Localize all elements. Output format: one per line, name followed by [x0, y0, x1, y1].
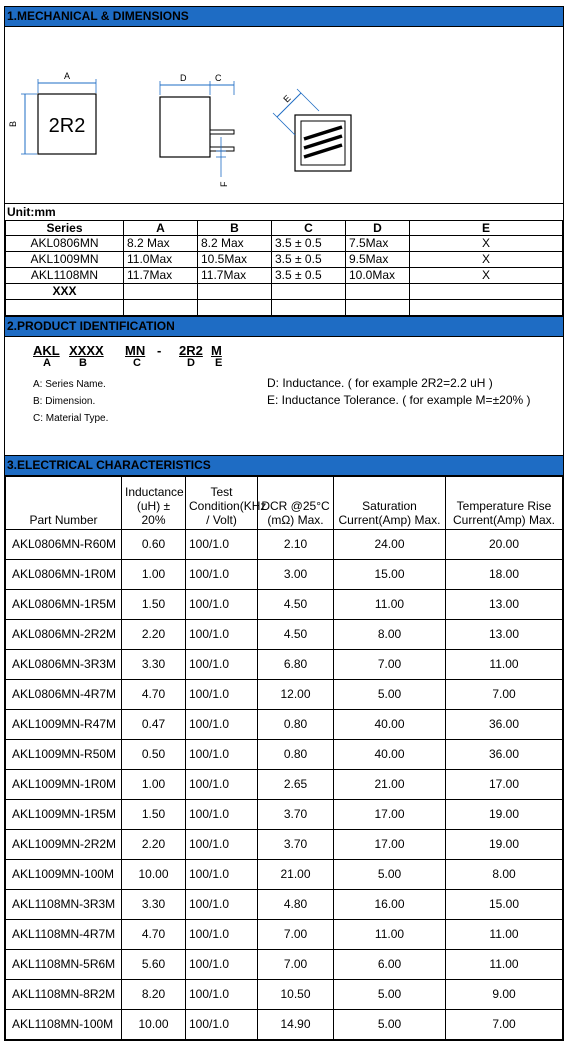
cell: AKL0806MN-1R0M — [6, 560, 122, 590]
cell: 3.5 ± 0.5 — [272, 252, 346, 268]
electrical-rows — [6, 530, 563, 1040]
cell: 100/1.0 — [186, 680, 258, 710]
cell: 13.00 — [446, 590, 563, 620]
table-row — [6, 300, 563, 316]
cell: 5.00 — [334, 680, 446, 710]
cell: 17.00 — [446, 770, 563, 800]
col-dcr: DCR @25°C (mΩ) Max. — [258, 477, 334, 530]
cell: 8.00 — [334, 620, 446, 650]
code-letters — [43, 357, 233, 369]
table-row — [6, 980, 563, 1010]
cell: 8.00 — [446, 860, 563, 890]
col-d: D — [346, 221, 410, 236]
cell: 11.7Max — [198, 268, 272, 284]
part-code — [33, 343, 229, 358]
label-b: B — [8, 120, 18, 127]
cell: 5.60 — [122, 950, 186, 980]
cell: 11.00 — [446, 950, 563, 980]
cell: 3.5 ± 0.5 — [272, 268, 346, 284]
table-row — [6, 950, 563, 980]
col-saturation-current: Saturation Current(Amp) Max. — [334, 477, 446, 530]
cell: 0.80 — [258, 710, 334, 740]
code-letter: E — [215, 357, 223, 369]
cell: 12.00 — [258, 680, 334, 710]
cell: 2.65 — [258, 770, 334, 800]
cell: X — [410, 236, 563, 252]
cell: 19.00 — [446, 800, 563, 830]
cell: 2.10 — [258, 530, 334, 560]
cell: 10.0Max — [346, 268, 410, 284]
col-c: C — [272, 221, 346, 236]
cell: XXX — [6, 284, 124, 300]
cell: 100/1.0 — [186, 770, 258, 800]
cell — [272, 300, 346, 316]
code-part: 2R2 — [179, 343, 203, 358]
note-tolerance: E: Inductance Tolerance. ( for example M=±20% ) — [267, 393, 531, 407]
cell — [124, 284, 198, 300]
table-row — [6, 740, 563, 770]
cell: 10.00 — [122, 1010, 186, 1040]
cell — [124, 300, 198, 316]
dimensions-table — [5, 220, 563, 316]
cell: 100/1.0 — [186, 530, 258, 560]
cell: 20.00 — [446, 530, 563, 560]
cell: 0.80 — [258, 740, 334, 770]
col-inductance: Inductance (uH) ± 20% — [122, 477, 186, 530]
cell: 11.7Max — [124, 268, 198, 284]
cell: AKL1108MN-4R7M — [6, 920, 122, 950]
col-test-condition: Test Condition(KHz / Volt) — [186, 477, 258, 530]
cell: AKL1009MN-2R2M — [6, 830, 122, 860]
part-code-block — [5, 337, 563, 455]
unit-label: Unit:mm — [5, 203, 563, 220]
table-row — [6, 680, 563, 710]
cell: 24.00 — [334, 530, 446, 560]
cell: 16.00 — [334, 890, 446, 920]
cell: 4.50 — [258, 620, 334, 650]
col-temp-rise-current: Temperature Rise Current(Amp) Max. — [446, 477, 563, 530]
cell: 5.00 — [334, 980, 446, 1010]
cell: 1.00 — [122, 770, 186, 800]
cell — [6, 300, 124, 316]
cell: 36.00 — [446, 740, 563, 770]
cell: 8.20 — [122, 980, 186, 1010]
terminal-top — [210, 130, 234, 134]
cell: 10.5Max — [198, 252, 272, 268]
cell: 100/1.0 — [186, 800, 258, 830]
code-part: AKL — [33, 343, 60, 358]
cell: 1.50 — [122, 590, 186, 620]
cell: 4.70 — [122, 680, 186, 710]
cell: 100/1.0 — [186, 740, 258, 770]
cell: 100/1.0 — [186, 590, 258, 620]
code-letter: A — [43, 357, 51, 369]
note-material-type: C: Material Type. — [33, 413, 109, 424]
code-part: MN — [125, 343, 146, 358]
cell: 3.30 — [122, 890, 186, 920]
electrical-title: 3.ELECTRICAL CHARACTERISTICS — [5, 456, 563, 476]
cell: X — [410, 252, 563, 268]
left-notes — [33, 376, 108, 427]
cell: 100/1.0 — [186, 920, 258, 950]
cell: 7.00 — [258, 920, 334, 950]
code-letter: D — [187, 357, 195, 369]
cell: AKL1108MN-100M — [6, 1010, 122, 1040]
cell: 3.5 ± 0.5 — [272, 236, 346, 252]
inductor-drawing — [5, 27, 563, 203]
cell: 11.0Max — [124, 252, 198, 268]
cell: 40.00 — [334, 740, 446, 770]
cell: AKL0806MN-3R3M — [6, 650, 122, 680]
code-part: M — [211, 343, 222, 358]
identification-title: 2.PRODUCT IDENTIFICATION — [5, 317, 563, 337]
cell: 11.00 — [334, 920, 446, 950]
cell: 100/1.0 — [186, 860, 258, 890]
cell: AKL0806MN-2R2M — [6, 620, 122, 650]
table-row — [6, 770, 563, 800]
cell: 9.5Max — [346, 252, 410, 268]
label-f: F — [219, 181, 229, 187]
note-inductance: D: Inductance. ( for example 2R2=2.2 uH ) — [267, 376, 493, 390]
side-view-body — [160, 97, 210, 157]
cell: 0.50 — [122, 740, 186, 770]
cell: 2.20 — [122, 830, 186, 860]
mechanical-section — [4, 6, 564, 317]
cell: 15.00 — [446, 890, 563, 920]
cell — [346, 300, 410, 316]
cell: AKL0806MN-1R5M — [6, 590, 122, 620]
cell: AKL1009MN-100M — [6, 860, 122, 890]
table-row — [6, 800, 563, 830]
cell: 8.2 Max — [198, 236, 272, 252]
cell: 21.00 — [334, 770, 446, 800]
table-row — [6, 830, 563, 860]
cell: 4.70 — [122, 920, 186, 950]
cell: 17.00 — [334, 830, 446, 860]
cell: AKL1009MN — [6, 252, 124, 268]
cell: 36.00 — [446, 710, 563, 740]
cell: 100/1.0 — [186, 890, 258, 920]
cell: AKL1108MN-8R2M — [6, 980, 122, 1010]
cell: 10.50 — [258, 980, 334, 1010]
identification-section — [4, 317, 564, 456]
col-series: Series — [6, 221, 124, 236]
note-series-name: A: Series Name. — [33, 379, 106, 390]
cell: AKL1108MN-5R6M — [6, 950, 122, 980]
table-row — [6, 920, 563, 950]
cell: AKL1108MN-3R3M — [6, 890, 122, 920]
cell — [410, 284, 563, 300]
cell: 3.00 — [258, 560, 334, 590]
cell: 40.00 — [334, 710, 446, 740]
cell: 13.00 — [446, 620, 563, 650]
cell: 5.00 — [334, 860, 446, 890]
electrical-section — [4, 456, 564, 1041]
cell: AKL0806MN-4R7M — [6, 680, 122, 710]
cell: AKL0806MN — [6, 236, 124, 252]
code-letter: B — [79, 357, 87, 369]
cell: 7.00 — [334, 650, 446, 680]
cell: 100/1.0 — [186, 950, 258, 980]
cell: 100/1.0 — [186, 980, 258, 1010]
dimension-drawing — [5, 27, 563, 203]
cell: 100/1.0 — [186, 650, 258, 680]
cell: AKL1009MN-1R5M — [6, 800, 122, 830]
table-row — [6, 560, 563, 590]
datasheet-page — [4, 6, 564, 1041]
code-letter: C — [133, 357, 141, 369]
cell: 100/1.0 — [186, 710, 258, 740]
cell: 11.00 — [446, 650, 563, 680]
table-row — [6, 252, 563, 268]
cell: 100/1.0 — [186, 620, 258, 650]
cell: AKL1009MN-R47M — [6, 710, 122, 740]
cell: 17.00 — [334, 800, 446, 830]
table-row — [6, 268, 563, 284]
label-a: A — [63, 71, 71, 81]
table-row — [6, 1010, 563, 1040]
cell: 8.2 Max — [124, 236, 198, 252]
cell: 11.00 — [446, 920, 563, 950]
col-b: B — [198, 221, 272, 236]
marking-text: 2R2 — [48, 115, 86, 137]
cell: 9.00 — [446, 980, 563, 1010]
cell: 0.47 — [122, 710, 186, 740]
cell: 3.30 — [122, 650, 186, 680]
cell — [198, 300, 272, 316]
col-part-number: Part Number — [6, 477, 122, 530]
cell: 4.50 — [258, 590, 334, 620]
cell: 100/1.0 — [186, 830, 258, 860]
cell: AKL0806MN-R60M — [6, 530, 122, 560]
cell: 100/1.0 — [186, 560, 258, 590]
cell: 14.90 — [258, 1010, 334, 1040]
cell — [198, 284, 272, 300]
cell: 11.00 — [334, 590, 446, 620]
col-e: E — [410, 221, 563, 236]
label-d: D — [180, 73, 187, 83]
table-row — [6, 650, 563, 680]
cell: 1.00 — [122, 560, 186, 590]
cell: 7.00 — [258, 950, 334, 980]
note-dimension: B: Dimension. — [33, 396, 96, 407]
cell — [410, 300, 563, 316]
cell: 4.80 — [258, 890, 334, 920]
cell: 7.5Max — [346, 236, 410, 252]
cell: 10.00 — [122, 860, 186, 890]
table-row — [6, 890, 563, 920]
col-a: A — [124, 221, 198, 236]
cell: 6.00 — [334, 950, 446, 980]
code-part: XXXX — [69, 343, 104, 358]
terminal-bottom — [210, 147, 234, 151]
electrical-header-row — [6, 477, 563, 530]
cell: AKL1009MN-R50M — [6, 740, 122, 770]
electrical-table — [5, 476, 563, 1040]
cell: 2.20 — [122, 620, 186, 650]
cell: X — [410, 268, 563, 284]
cell: 0.60 — [122, 530, 186, 560]
cell: 21.00 — [258, 860, 334, 890]
cell: 19.00 — [446, 830, 563, 860]
label-e: E — [281, 93, 293, 105]
cell: 100/1.0 — [186, 1010, 258, 1040]
table-row — [6, 530, 563, 560]
cell: 7.00 — [446, 1010, 563, 1040]
table-row — [6, 620, 563, 650]
cell: 18.00 — [446, 560, 563, 590]
mechanical-title: 1.MECHANICAL & DIMENSIONS — [5, 7, 563, 27]
table-row — [6, 710, 563, 740]
cell: AKL1009MN-1R0M — [6, 770, 122, 800]
table-row — [6, 284, 563, 300]
code-part: - — [157, 343, 162, 358]
cell: 3.70 — [258, 830, 334, 860]
cell: AKL1108MN — [6, 268, 124, 284]
label-c: C — [215, 73, 222, 83]
cell: 7.00 — [446, 680, 563, 710]
dimensions-header-row — [6, 221, 563, 236]
cell: 6.80 — [258, 650, 334, 680]
table-row — [6, 590, 563, 620]
cell: 1.50 — [122, 800, 186, 830]
table-row — [6, 860, 563, 890]
right-notes — [267, 375, 531, 409]
cell: 5.00 — [334, 1010, 446, 1040]
cell: 3.70 — [258, 800, 334, 830]
table-row — [6, 236, 563, 252]
cell — [272, 284, 346, 300]
cell — [346, 284, 410, 300]
cell: 15.00 — [334, 560, 446, 590]
